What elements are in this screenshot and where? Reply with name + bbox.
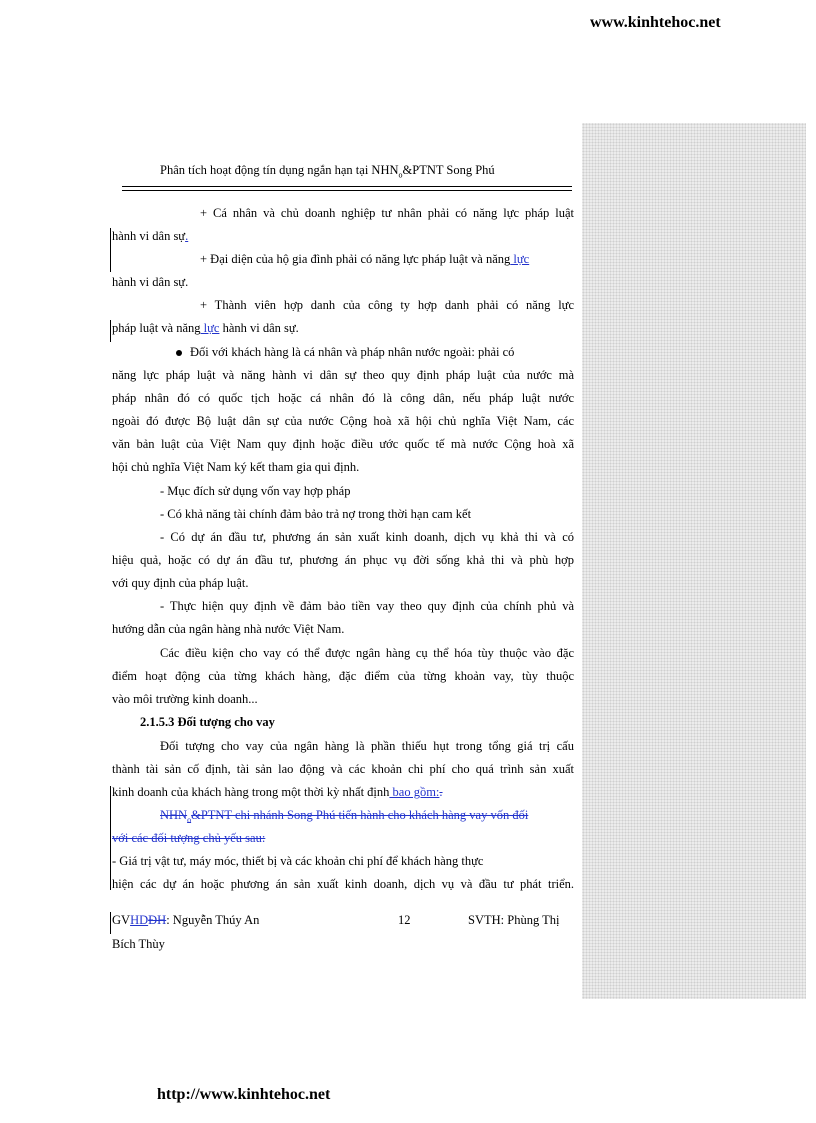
text-line: - Thực hiện quy định về đảm bảo tiền vay theo quy định của chính phủ và bbox=[160, 599, 574, 613]
change-bar bbox=[110, 912, 111, 934]
text-line: - Có khả năng tài chính đảm bảo trả nợ trong thời hạn cam kết bbox=[160, 507, 472, 521]
comment-margin-pane bbox=[582, 123, 806, 999]
text-line: hành vi dân sự. bbox=[112, 229, 189, 243]
text-line: Các điều kiện cho vay có thể được ngân hàng cụ thể hóa tùy thuộc vào đặc bbox=[160, 646, 574, 660]
bullet-item: Đối với khách hàng là cá nhân và pháp nhân nước ngoài: phải có bbox=[176, 344, 574, 360]
text-line: kinh doanh của khách hàng trong một thời kỳ nhất định bao gồm:. bbox=[112, 785, 443, 799]
section-heading: 2.1.5.3 Đối tượng cho vay bbox=[140, 715, 275, 729]
footer-student: SVTH: Phùng Thị bbox=[468, 913, 560, 927]
text-line: văn bản luật của Việt Nam quy định hoặc điều ước quốc tế mà nước Cộng hoà xã bbox=[112, 437, 574, 451]
text-line: + Cá nhân và chủ doanh nghiệp tư nhân phải có năng lực pháp luật bbox=[200, 206, 574, 220]
site-url-top[interactable]: www.kinhtehoc.net bbox=[590, 14, 721, 31]
header-rule bbox=[122, 186, 572, 191]
text-line: vào môi trường kinh doanh... bbox=[112, 692, 258, 706]
footer-lecturer: GVHDĐH: Nguyễn Thúy An bbox=[112, 913, 260, 927]
text-line: điểm hoạt động của từng khách hàng, đặc điểm của từng khoản vay, tùy thuộc bbox=[112, 669, 574, 683]
site-url-bottom[interactable]: http://www.kinhtehoc.net bbox=[157, 1086, 331, 1103]
deleted-text-line: $NHN_o\&PTNT$ chi nhánh Song Phú tiến hành cho khách hàng vay vốn đối bbox=[160, 808, 529, 825]
page-header: Phân tích hoạt động tín dụng ngắn hạn tại $NHN_o\&PTNT$ Song Phú bbox=[160, 163, 495, 180]
text-line: + Thành viên hợp danh của công ty hợp danh phải có năng lực bbox=[200, 298, 574, 312]
text-line: năng lực pháp luật và năng hành vi dân sự theo quy định pháp luật của nước mà bbox=[112, 368, 574, 382]
deleted-text-line: với các đối tượng chủ yếu sau: bbox=[112, 831, 266, 845]
text-line: pháp luật và năng lực hành vi dân sự. bbox=[112, 321, 299, 335]
text-line: hướng dẫn của ngân hàng nhà nước Việt Nam. bbox=[112, 622, 345, 636]
text-line: - Mục đích sử dụng vốn vay hợp pháp bbox=[160, 484, 351, 498]
text-line: pháp nhân đó có quốc tịch hoặc cá nhân đó là công dân, nếu pháp luật nước bbox=[112, 391, 574, 405]
text-line: Đối tượng cho vay của ngân hàng là phần thiếu hụt trong tổng giá trị cấu bbox=[160, 739, 574, 753]
footer-student-name: Bích Thùy bbox=[112, 937, 165, 951]
change-bar bbox=[110, 320, 111, 342]
text-line: hành vi dân sự. bbox=[112, 275, 189, 289]
page-number: 12 bbox=[398, 913, 411, 927]
change-bar bbox=[110, 250, 111, 272]
text-line: thành tài sản cố định, tài sản lao động và các khoản chi phí cho quá trình sản xuất bbox=[112, 762, 574, 776]
text-line: ngoài đó được Bộ luật dân sự của nước Cộng hoà xã hội chủ nghĩa Việt Nam, các bbox=[112, 414, 574, 428]
text-line: hiện các dự án hoặc phương án sản xuất kinh doanh, dịch vụ và đầu tư phát triển. bbox=[112, 877, 574, 891]
text-line: với quy định của pháp luật. bbox=[112, 576, 249, 590]
text-line: hiệu quả, hoặc có dự án đầu tư, phương án phục vụ đời sống khả thi và phù hợp bbox=[112, 553, 574, 567]
text-line: - Có dự án đầu tư, phương án sản xuất kinh doanh, dịch vụ khả thi và có bbox=[160, 530, 574, 544]
text-line: hội chủ nghĩa Việt Nam ký kết tham gia qui định. bbox=[112, 460, 360, 474]
bullet-icon bbox=[176, 350, 182, 356]
change-bar bbox=[110, 786, 111, 890]
text-line: + Đại diện của hộ gia đình phải có năng lực pháp luật và năng lực bbox=[200, 252, 530, 266]
text-line: - Giá trị vật tư, máy móc, thiết bị và các khoản chi phí để khách hàng thực bbox=[112, 854, 484, 868]
